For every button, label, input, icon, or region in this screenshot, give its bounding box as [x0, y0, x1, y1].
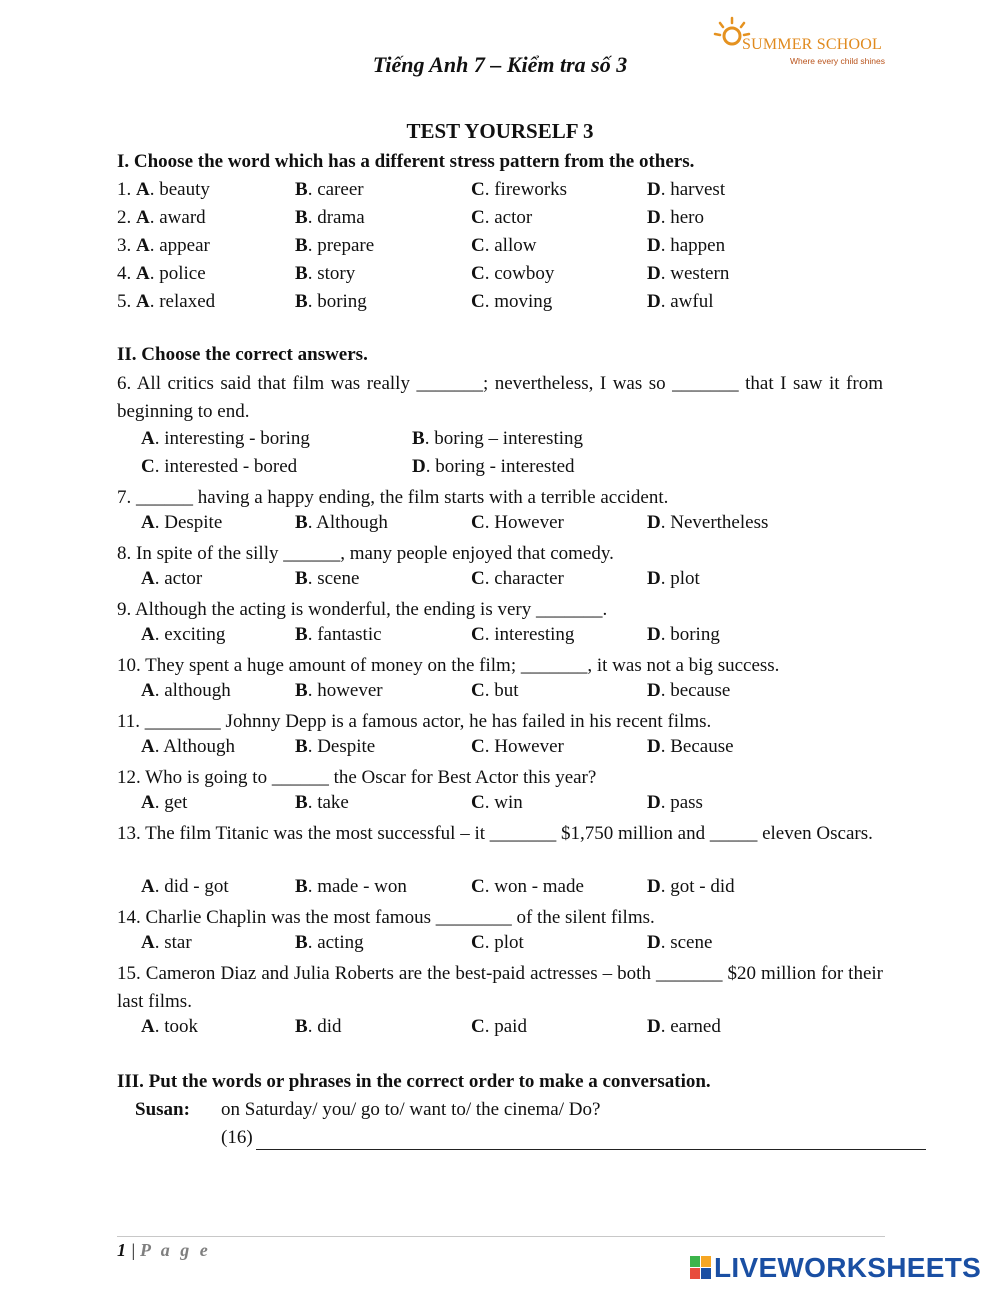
option-c[interactable]: C. However: [471, 736, 564, 757]
option-a[interactable]: A. actor: [141, 568, 203, 589]
option-d[interactable]: D. awful: [647, 291, 714, 312]
option-a[interactable]: A. took: [141, 1016, 199, 1037]
page-footer: [117, 1240, 211, 1261]
option-d[interactable]: D. hero: [647, 207, 704, 228]
answer-options-row: [117, 568, 907, 596]
option-d[interactable]: D. boring: [647, 624, 720, 645]
option-b[interactable]: B. boring: [295, 291, 367, 312]
option-b[interactable]: B. boring – interesting: [412, 428, 583, 449]
stress-question-row: [117, 179, 907, 207]
question-text: 9. Although the acting is wonderful, the ending is very _______.: [117, 599, 608, 620]
option-b[interactable]: B. take: [295, 792, 349, 813]
logo-tagline: Where every child shines: [790, 56, 885, 66]
summer-school-logo: [712, 14, 887, 70]
speaker-label: Susan:: [135, 1099, 190, 1120]
option-a[interactable]: 3. A. appear: [117, 235, 210, 256]
option-c[interactable]: C. actor: [471, 207, 533, 228]
option-b[interactable]: B. acting: [295, 932, 364, 953]
option-a[interactable]: A. interesting - boring: [141, 428, 310, 449]
option-b[interactable]: B. scene: [295, 568, 360, 589]
option-a[interactable]: A. did - got: [141, 876, 229, 897]
scrambled-prompt: on Saturday/ you/ go to/ want to/ the cinema/ Do?: [221, 1099, 601, 1120]
option-c[interactable]: C. win: [471, 792, 523, 813]
option-d[interactable]: D. harvest: [647, 179, 726, 200]
option-a[interactable]: A. get: [141, 792, 188, 813]
option-b[interactable]: B. fantastic: [295, 624, 382, 645]
option-c[interactable]: C. character: [471, 568, 564, 589]
question-text: 15. Cameron Diaz and Julia Roberts are the best-paid actresses – both _______ $20 million for their last films.: [117, 963, 883, 1012]
option-c[interactable]: C. interesting: [471, 624, 575, 645]
liveworksheets-icon: [690, 1256, 712, 1280]
answer-options-row: [117, 876, 907, 904]
page-number: 1: [117, 1240, 126, 1260]
answer-options-row: [117, 680, 907, 708]
stress-question-row: [117, 235, 907, 263]
stress-question-row: [117, 207, 907, 235]
option-b[interactable]: B. did: [295, 1016, 342, 1037]
question-text: 11. ________ Johnny Depp is a famous actor, he has failed in his recent films.: [117, 711, 712, 732]
question-text: 10. They spent a huge amount of money on the film; _______, it was not a big success.: [117, 655, 780, 676]
option-c[interactable]: C. moving: [471, 291, 553, 312]
answer-options-row: [117, 624, 907, 652]
option-b[interactable]: B. story: [295, 263, 356, 284]
option-b[interactable]: B. drama: [295, 207, 365, 228]
option-a[interactable]: 2. A. award: [117, 207, 206, 228]
option-d[interactable]: D. pass: [647, 792, 703, 813]
option-d[interactable]: D. western: [647, 263, 730, 284]
answer-16-input-line[interactable]: [256, 1149, 926, 1150]
answer-16-label: (16): [221, 1127, 253, 1148]
page-separator: |: [130, 1240, 136, 1260]
option-a[interactable]: A. Although: [141, 736, 235, 757]
section3-heading: III. Put the words or phrases in the correct order to make a conversation.: [117, 1071, 711, 1092]
option-c[interactable]: C. plot: [471, 932, 524, 953]
option-b[interactable]: B. Although: [295, 512, 388, 533]
test-title: TEST YOURSELF 3: [406, 119, 594, 143]
option-c[interactable]: C. allow: [471, 235, 537, 256]
question-6-options-row2: [117, 456, 907, 484]
answer-options-row: [117, 932, 907, 960]
section2-heading: II. Choose the correct answers.: [117, 344, 368, 365]
option-c[interactable]: C. However: [471, 512, 564, 533]
option-c[interactable]: C. paid: [471, 1016, 527, 1037]
option-a[interactable]: 1. A. beauty: [117, 179, 210, 200]
option-c[interactable]: C. fireworks: [471, 179, 568, 200]
option-d[interactable]: D. because: [647, 680, 731, 701]
option-a[interactable]: 5. A. relaxed: [117, 291, 216, 312]
question-text: 7. ______ having a happy ending, the film starts with a terrible accident.: [117, 487, 669, 508]
question-6-options-row1: [117, 428, 907, 456]
option-d[interactable]: D. got - did: [647, 876, 735, 897]
answer-options-row: [117, 512, 907, 540]
question-text: 13. The film Titanic was the most successful – it _______ $1,750 million and _____ eleven Oscars.: [117, 823, 873, 844]
option-b[interactable]: B. career: [295, 179, 364, 200]
option-a[interactable]: 4. A. police: [117, 263, 206, 284]
footer-divider: [117, 1236, 885, 1237]
option-a[interactable]: A. star: [141, 932, 192, 953]
stress-question-row: [117, 291, 907, 319]
option-b[interactable]: B. Despite: [295, 736, 376, 757]
option-d[interactable]: D. scene: [647, 932, 713, 953]
option-d[interactable]: D. happen: [647, 235, 726, 256]
option-d[interactable]: D. Because: [647, 736, 734, 757]
section1-heading: I. Choose the word which has a different stress pattern from the others.: [117, 151, 695, 172]
option-d[interactable]: D. Nevertheless: [647, 512, 769, 533]
option-b[interactable]: B. made - won: [295, 876, 407, 897]
option-c[interactable]: C. interested - bored: [141, 456, 298, 477]
option-d[interactable]: D. plot: [647, 568, 700, 589]
answer-options-row: [117, 736, 907, 764]
option-a[interactable]: A. Despite: [141, 512, 223, 533]
option-d[interactable]: D. earned: [647, 1016, 721, 1037]
page-label: P a g e: [139, 1240, 211, 1260]
option-a[interactable]: A. exciting: [141, 624, 226, 645]
option-c[interactable]: C. cowboy: [471, 263, 555, 284]
header-title: Tiếng Anh 7 – Kiểm tra số 3: [372, 52, 628, 77]
option-c[interactable]: C. but: [471, 680, 519, 701]
question-6-text: 6. All critics said that film was really _______; nevertheless, I was so _______ that I saw it from beginning to end.: [117, 373, 883, 422]
stress-question-row: [117, 263, 907, 291]
option-b[interactable]: B. however: [295, 680, 383, 701]
option-d[interactable]: D. boring - interested: [412, 456, 575, 477]
answer-options-row: [117, 1016, 907, 1044]
question-text: 8. In spite of the silly ______, many people enjoyed that comedy.: [117, 543, 614, 564]
option-a[interactable]: A. although: [141, 680, 231, 701]
question-text: 14. Charlie Chaplin was the most famous ________ of the silent films.: [117, 907, 655, 928]
question-text: 12. Who is going to ______ the Oscar for Best Actor this year?: [117, 767, 597, 788]
option-b[interactable]: B. prepare: [295, 235, 375, 256]
logo-name: SUMMER SCHOOL: [742, 36, 882, 53]
option-c[interactable]: C. won - made: [471, 876, 584, 897]
liveworksheets-brand: [690, 1252, 990, 1286]
liveworksheets-text: LIVEWORKSHEETS: [714, 1252, 982, 1283]
answer-options-row: [117, 792, 907, 820]
